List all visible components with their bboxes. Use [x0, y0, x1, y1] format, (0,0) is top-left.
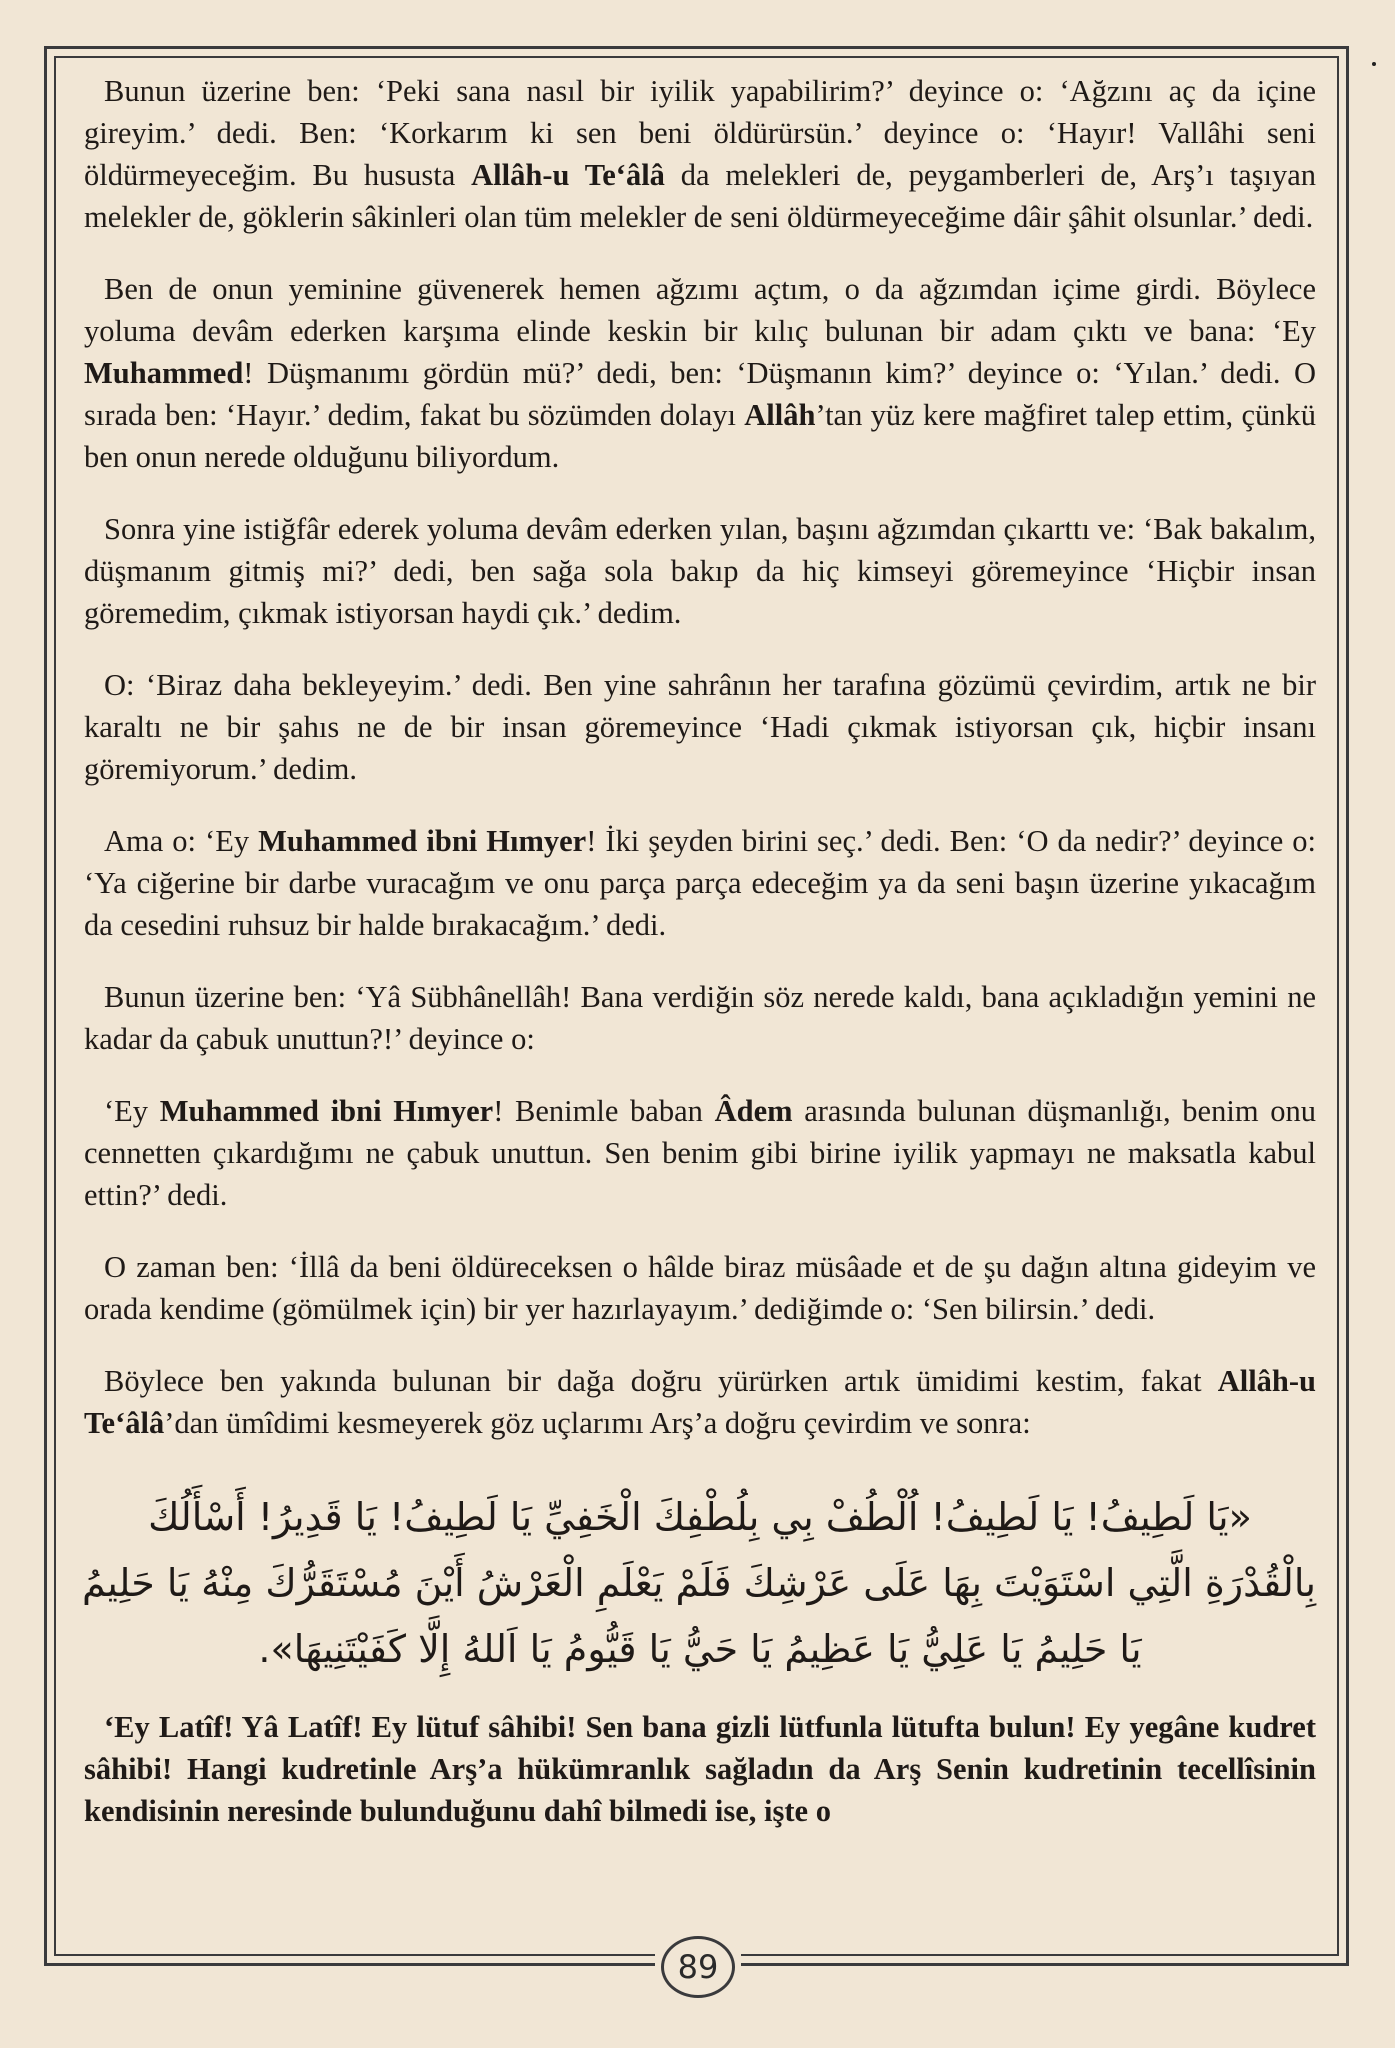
page-content	[81, 70, 1316, 1862]
arabic-line: «يَا لَطِيفُ! يَا لَطِيفُ! اُلْطُفْ بِي بِلُطْفِكَ الْخَفِيِّ يَا لَطِيفُ! يَا قَدِيرُ! أَسْأَلُكَ	[148, 1495, 1252, 1539]
text-run: ! Düşmanımı gördün mü?’ dedi, ben: ‘Düşmanın kim?’ deyince o: ‘Yılan.’ dedi. O sırada ben: ‘Hayır.’ dedim, fakat bu sözümden dolayı	[84, 356, 1316, 432]
text-run: Bunun üzerine ben: ‘Yâ Sübhânellâh! Bana verdiğin söz nerede kaldı, bana açıkladığın yemini ne kadar da çabuk unuttun?!’ deyince o:	[84, 980, 1316, 1056]
paragraph	[84, 70, 1316, 238]
bold-name: Muhammed ibni Hımyer	[159, 1094, 494, 1128]
text-run: ! İki şeyden birini seç.’ dedi. Ben: ‘O da nedir?’ deyince o: ‘Ya ciğerine bir darbe vuracağım ve onu parça parça edeceğim ya da seni başın üzerine yıkacağım da cesedini ruhsuz bir halde bırakacağım.’ dedi.	[84, 824, 1316, 942]
page-number: 89	[661, 1936, 735, 1998]
text-run: ‘Ey	[104, 1094, 160, 1128]
arabic-prayer	[81, 1484, 1316, 1682]
text-run: O: ‘Biraz daha bekleyeyim.’ dedi. Ben yine sahrânın her tarafına gözümü çevirdim, artık ne bir karaltı ne bir şahıs ne de bir insan göremeyince ‘Hadi çıkmak istiyorsan çık, hiçbir insanı göremiyorum.’ dedim.	[84, 668, 1316, 786]
text-run: Böylece ben yakında bulunan bir dağa doğru yürürken artık ümidimi kestim, fakat	[104, 1364, 1218, 1398]
bold-name: Allâh-u Te‘âlâ	[471, 158, 665, 192]
text-run: ’dan ümîdimi kesmeyerek göz uçlarımı Arş’a doğru çevirdim ve sonra:	[164, 1406, 1031, 1440]
paragraph	[84, 820, 1316, 946]
bold-name: Allâh	[744, 398, 816, 432]
text-run: O zaman ben: ‘İllâ da beni öldüreceksen o hâlde biraz müsâade et de şu dağın altına gideyim ve orada kendime (gömülmek için) bir yer hazırlayayım.’ dediğimde o: ‘Sen bilirsin.’ dedi.	[84, 1250, 1316, 1326]
text-run: Ben de onun yeminine güvenerek hemen ağzımı açtım, o da ağzımdan içime girdi. Böylece yoluma devâm ederken karşıma elinde keskin bir kılıç bulunan bir adam çıktı ve bana: ‘Ey	[84, 272, 1316, 348]
paragraph	[84, 1360, 1316, 1444]
paragraph	[84, 268, 1316, 478]
text-run: da melekleri de, peygamberleri de, Arş’ı taşıyan melekler de, göklerin sâkinleri olan tüm melekler de seni öldürmeyeceğime dâir şâhit olsunlar.’ dedi.	[84, 158, 1316, 234]
text-run: Bunun üzerine ben: ‘Peki sana nasıl bir iyilik yapabilirim?’ deyince o: ‘Ağzını aç da içine gireyim.’ dedi. Ben: ‘Korkarım ki sen beni öldürürsün.’ deyince o: ‘Hayır! Vallâhi seni öldürmeyeceğim. Bu hususta	[84, 74, 1316, 192]
body-paragraphs	[84, 70, 1316, 1444]
text-run: Ama o: ‘Ey	[104, 824, 259, 858]
paragraph	[84, 664, 1316, 790]
arabic-line: بِالْقُدْرَةِ الَّتِي اسْتَوَيْتَ بِهَا عَلَى عَرْشِكَ فَلَمْ يَعْلَمِ الْعَرْشُ أَيْنَ مُسْتَقَرُّكَ مِنْهُ يَا حَلِيمُ	[81, 1561, 1316, 1605]
paragraph	[84, 1246, 1316, 1330]
arabic-line: يَا حَلِيمُ يَا عَلِيُّ يَا عَظِيمُ يَا حَيُّ يَا قَيُّومُ يَا اَللهُ إِلَّا كَفَيْتَنِيهَا».	[258, 1627, 1142, 1671]
prayer-translation: ‘Ey Latîf! Yâ Latîf! Ey lütuf sâhibi! Sen bana gizli lütfunla lütufta bulun! Ey yegâne kudret sâhibi! Hangi kudretinle Arş’a hükümranlık sağladın da Arş Senin kudretinin tecellîsinin kendisinin neresinde bulunduğunu dahî bilmedi ise, işte o	[84, 1710, 1316, 1828]
bold-name: Âdem	[714, 1094, 793, 1128]
text-run: ’tan yüz kere mağfiret talep ettim, çünkü ben onun nerede olduğunu biliyordum.	[84, 398, 1316, 474]
bold-name: Muhammed ibni Hımyer	[258, 824, 587, 858]
text-run: ! Benimle baban	[493, 1094, 715, 1128]
page-number-badge	[655, 1928, 741, 2006]
text-run: Sonra yine istiğfâr ederek yoluma devâm ederken yılan, başını ağzımdan çıkarttı ve: ‘Bak bakalım, düşmanım gitmiş mi?’ dedi, ben sağa sola bakıp da hiç kimseyi göremeyince ‘Hiçbir insan göremedim, çıkmak istiyorsan haydi çık.’ dedim.	[84, 512, 1316, 630]
ink-dot	[1372, 62, 1376, 66]
bold-name: Allâh-u Te‘âlâ	[84, 1364, 1316, 1440]
bold-name: Muhammed	[84, 356, 244, 390]
paragraph	[84, 976, 1316, 1060]
text-run: arasında bulunan düşmanlığı, benim onu cennetten çıkardığımı ne çabuk unuttun. Sen benim gibi birine iyilik yapmayı ne maksatla kabul ettin?’ dedi.	[84, 1094, 1316, 1212]
paragraph	[84, 1090, 1316, 1216]
paragraph	[84, 508, 1316, 634]
